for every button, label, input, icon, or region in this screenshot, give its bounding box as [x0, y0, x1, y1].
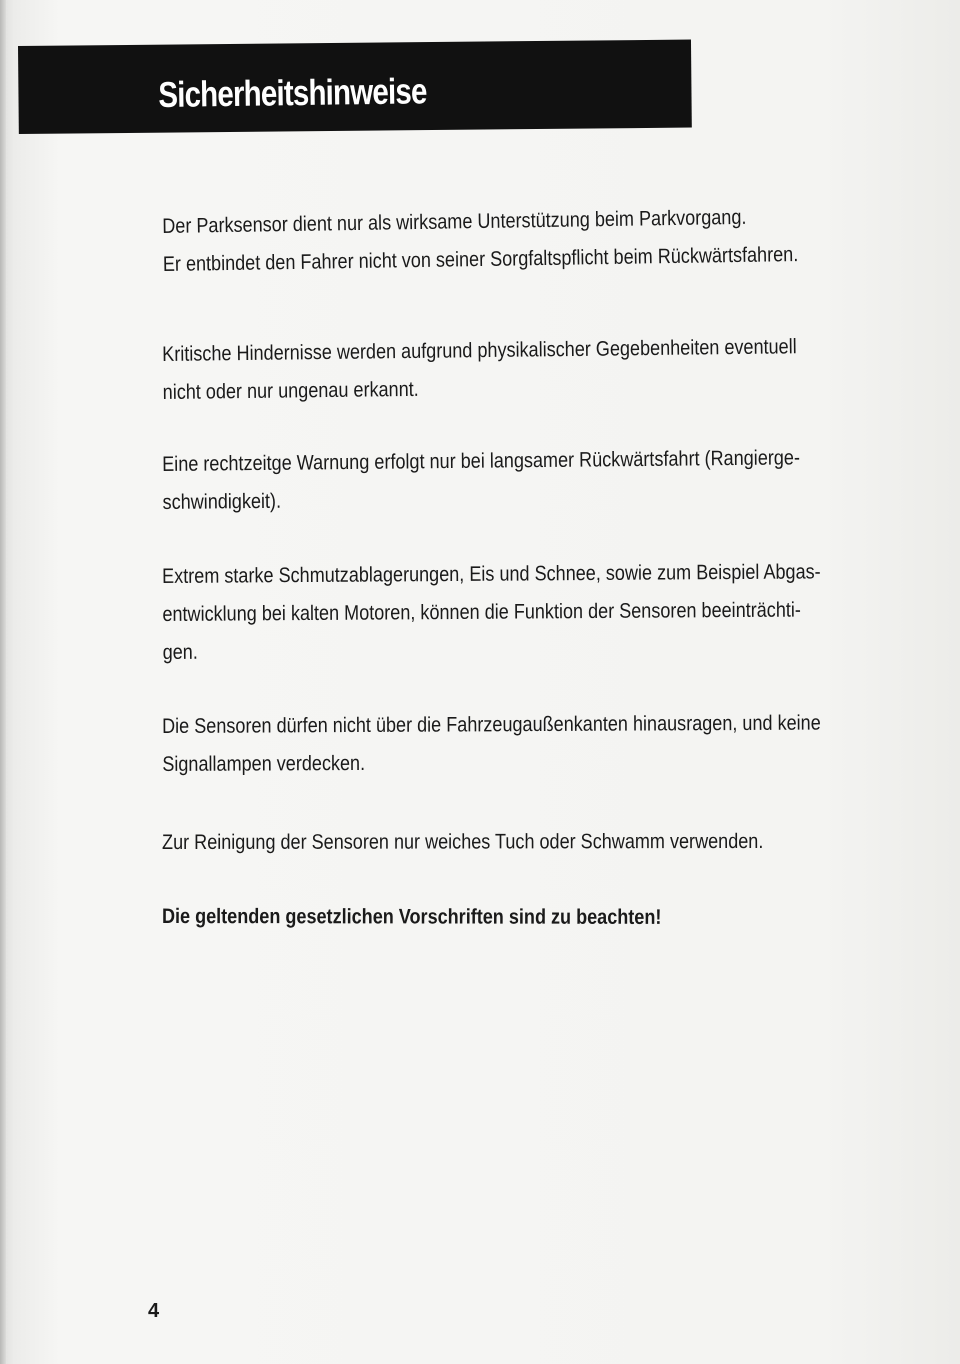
paragraph-vorschriften — [162, 898, 876, 937]
paragraph-reinigung — [162, 823, 876, 862]
text-line: Er entbindet den Fahrer nicht von seiner Sorgfaltspflicht beim Rückwärtsfahren. — [162, 243, 799, 276]
text-line: Kritische Hindernisse werden aufgrund physikalischer Gegebenheiten eventuell — [162, 335, 797, 366]
text-line: Die Sensoren dürfen nicht über die Fahrzeugaußenkanten hinausragen, und keine — [162, 711, 821, 738]
text-line: schwindigkeit). — [162, 489, 282, 514]
page-title: Sicherheitshinweise — [158, 70, 427, 115]
text-line: entwicklung bei kalten Motoren, können die Funktion der Sensoren beeinträchti- — [162, 598, 801, 626]
paragraph-schmutz — [162, 553, 877, 672]
text-line-bold: Die geltenden gesetzlichen Vorschriften sind zu beachten! — [161, 905, 662, 929]
text-line: Extrem starke Schmutzablagerungen, Eis und Schnee, sowie zum Beispiel Abgas- — [162, 560, 821, 588]
text-line: gen. — [162, 640, 198, 664]
text-line: nicht oder nur ungenau erkannt. — [162, 377, 419, 404]
text-line: Signallampen verdecken. — [162, 751, 366, 776]
text-line: Zur Reinigung der Sensoren nur weiches Tuch oder Schwamm verwenden. — [162, 829, 764, 854]
page-number: 4 — [148, 1300, 160, 1322]
text-line: Eine rechtzeitge Warnung erfolgt nur bei langsamer Rückwärtsfahrt (Rangierge- — [162, 446, 801, 476]
page-spine-shadow — [0, 0, 6, 1364]
paragraph-hindernisse — [162, 327, 877, 412]
paragraph-parksensor — [162, 197, 877, 284]
paragraph-warnung — [162, 439, 877, 522]
paragraph-montage — [162, 704, 876, 784]
text-line: Der Parksensor dient nur als wirksame Unterstützung beim Parkvorgang. — [162, 205, 747, 238]
